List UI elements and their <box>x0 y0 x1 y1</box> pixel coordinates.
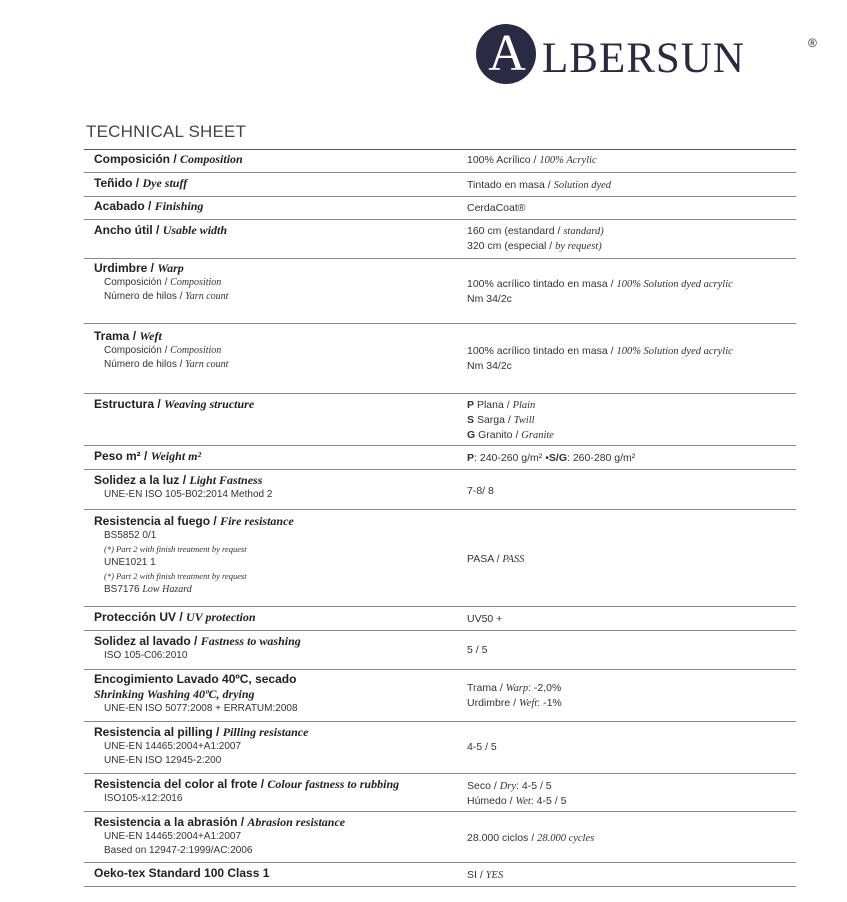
row-label: Resistencia al fuego / Fire resistance BS5852 0/1 (*) Part 2 with finish treatment by request UNE1021 1 (*) Part 2 with finish treatment by request BS7176 Low Hazard <box>94 514 294 595</box>
table-rule <box>84 393 796 394</box>
row-label: Urdimbre / Warp Composición / Composition Número de hilos / Yarn count <box>94 261 229 302</box>
table-rule <box>84 509 796 510</box>
table-rule <box>84 219 796 220</box>
row-value: 100% acrílico tintado en masa / 100% Solution dyed acrylic Nm 34/2c <box>467 278 733 305</box>
table-rule <box>84 149 796 150</box>
row-label: Ancho útil / Usable width <box>94 223 228 237</box>
row-label: Estructura / Weaving structure <box>94 397 255 411</box>
row-label: Solidez a la luz / Light Fastness UNE-EN ISO 105-B02:2014 Method 2 <box>94 473 273 500</box>
row-value: 100% Acrílico / 100% Acrylic <box>467 154 597 166</box>
row-value: Trama / Warp: -2,0% Urdimbre / Weft: -1% <box>467 682 562 709</box>
table-rule <box>84 196 796 197</box>
row-value: SI / YES <box>467 869 504 881</box>
row-label: Resistencia a la abrasión / Abrasion resistance UNE-EN 14465:2004+A1:2007 Based on 12947-2:1999/AC:2006 <box>94 815 346 856</box>
row-value: PASA / PASS <box>467 553 525 565</box>
row-value: 5 / 5 <box>467 644 488 656</box>
row-value: CerdaCoat® <box>467 202 526 214</box>
row-label: Protección UV / UV protection <box>94 610 256 624</box>
row-value: UV50 + <box>467 613 503 625</box>
table-rule <box>84 862 796 863</box>
row-value: 100% acrílico tintado en masa / 100% Solution dyed acrylic Nm 34/2c <box>467 345 733 372</box>
table-rule <box>84 323 796 324</box>
row-value: 28.000 ciclos / 28.000 cycles <box>467 832 595 844</box>
table-rule <box>84 721 796 722</box>
sheet-title: TECHNICAL SHEET <box>86 122 247 141</box>
row-label: Oeko-tex Standard 100 Class 1 <box>94 866 270 880</box>
registered-mark: ® <box>808 36 817 50</box>
row-label: Encogimiento Lavado 40ºC, secado Shrinking Washing 40ºC, drying UNE-EN ISO 5077:2008 + ERRATUM:2008 <box>94 672 298 714</box>
table-rule <box>84 258 796 259</box>
table-rule <box>84 630 796 631</box>
row-value: P: 240-260 g/m² •S/G: 260-280 g/m² <box>467 452 636 464</box>
table-rule <box>84 172 796 173</box>
row-value: Tintado en masa / Solution dyed <box>467 179 612 191</box>
row-label: Trama / Weft Composición / Composition Número de hilos / Yarn count <box>94 329 229 370</box>
table-rule <box>84 469 796 470</box>
row-label: Resistencia al pilling / Pilling resistance UNE-EN 14465:2004+A1:2007 UNE-EN ISO 12945-2:200 <box>94 725 309 766</box>
row-label: Resistencia del color al frote / Colour fastness to rubbing ISO105-x12:2016 <box>94 777 400 804</box>
table-rule <box>84 445 796 446</box>
row-value: 160 cm (estandard / standard) 320 cm (especial / by request) <box>467 225 604 252</box>
row-value: Seco / Dry: 4-5 / 5 Húmedo / Wet: 4-5 / 5 <box>467 780 567 807</box>
row-label: Solidez al lavado / Fastness to washing ISO 105-C06:2010 <box>94 634 301 661</box>
table-rule <box>84 773 796 774</box>
table-rule <box>84 886 796 887</box>
row-label: Teñido / Dye stuff <box>94 176 188 190</box>
row-label: Peso m² / Weight m² <box>94 449 202 463</box>
row-value: 7-8/ 8 <box>467 485 494 497</box>
table-rule <box>84 606 796 607</box>
table-rule <box>84 669 796 670</box>
logo-initial: A <box>488 25 526 82</box>
logo-wordmark: LBERSUN <box>542 35 745 82</box>
row-value: 4-5 / 5 <box>467 741 497 753</box>
albersun-logo <box>476 22 836 84</box>
row-label: Acabado / Finishing <box>94 199 204 213</box>
row-value: P Plana / Plain S Sarga / Twill G Granito / Granite <box>467 399 554 441</box>
table-rule <box>84 811 796 812</box>
row-label: Composición / Composition <box>94 152 243 166</box>
